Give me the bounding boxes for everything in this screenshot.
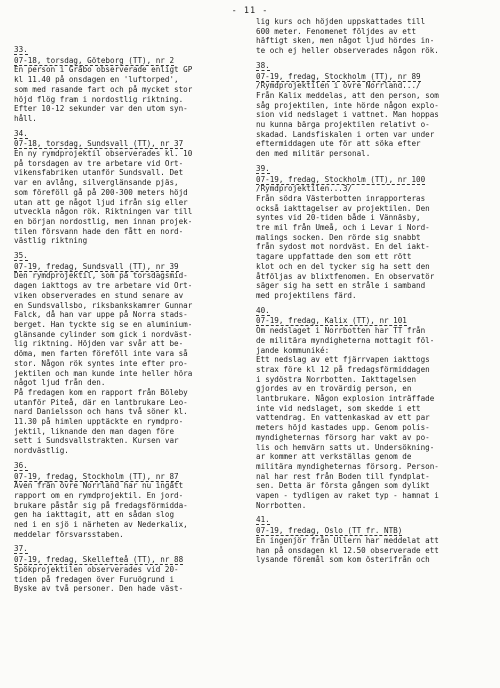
entry-text-line: På fredagen kom en rapport från Böleby	[14, 387, 188, 397]
entry-text-line: dagen iakttogs av tre arbetare vid Ort-	[14, 281, 193, 291]
entry-text-line: jektil, liknande den man dagen före	[14, 426, 175, 436]
news-entry	[14, 251, 248, 456]
entry-text-line: berget. Han tyckte sig se en aluminium-	[14, 319, 193, 329]
entry-text-line: lysande föremål som kom österifrån och	[256, 555, 430, 565]
entry-dateline: 07-19, fredag, Sundsvall (TT), nr 39	[14, 261, 179, 271]
entry-text-line: /Rymdprojektilen i övre Norrland.../	[256, 81, 421, 91]
entry-text-line: var en avlång, silverglänsande pjäs,	[14, 178, 179, 188]
news-entry	[256, 61, 490, 159]
entry-text-line: En ingenjör från Ullern har meddelat att	[256, 535, 439, 545]
entry-dateline: 07-19, fredag, Stockholm (TT), nr 100	[256, 174, 426, 184]
news-entry	[256, 515, 490, 565]
entry-text-line: säger sig ha sett en stråle i samband	[256, 281, 426, 291]
entry-text-line: gjordes av en trovärdig person, en	[256, 384, 412, 394]
entry-text-line: En person i Gråbo observerade enligt GP	[14, 65, 193, 75]
entry-number: 33.	[14, 45, 28, 54]
news-entry	[256, 164, 490, 301]
entry-text-line: de militära myndigheterna mottagit föl-	[256, 335, 435, 345]
entry-text-line: häftigt sken, men något ljud hördes in-	[256, 36, 435, 46]
entry-text-line: Spökprojektilen observerades vid 20-	[14, 564, 179, 574]
entry-text-line: Norrbotten.	[256, 500, 307, 510]
entry-text-line: myndigheternas försorg har vakt av po-	[256, 432, 430, 442]
entry-text-line: tiden på fredagen över Furuögrund i	[14, 574, 175, 584]
entry-text-line: lig kurs och höjden uppskattades till	[256, 17, 426, 26]
entry-text-line: en Sundsvallsbo, riksbankskamrer Gunnar	[14, 300, 193, 310]
entry-text-line: på torsdagen av tre arbetare vid Ort-	[14, 158, 184, 168]
entry-text-line: lantbrukare. Någon explosion inträffade	[256, 394, 435, 404]
entry-text-line: utan att ge något ljud ifrån sig eller	[14, 197, 188, 207]
entry-text-line: syntes vid 20-tiden både i Vännäsby,	[256, 213, 421, 223]
entry-text-line: stor. Någon rök syntes inte efter pro-	[14, 358, 188, 368]
entry-text-line: Den rymdprojektil, som på torsdagsmid-	[14, 271, 188, 281]
left-column	[14, 40, 248, 594]
entry-text-line: 11.30 på himlen upptäckte en rymdpro-	[14, 417, 184, 427]
entry-text-line: utveckla någon rök. Riktningen var till	[14, 207, 193, 217]
entry-text-line: nordvästlig.	[14, 446, 69, 456]
entry-text-line: i sydöstra Norrbotten. Iakttagelsen	[256, 374, 417, 384]
entry-text-line: Från Kalix meddelas, att den person, som	[256, 90, 439, 100]
entry-text-line: meters höjd kastades upp. Genom polis-	[256, 423, 430, 433]
entry-text-line: ned i en sjö i närheten av Nederkalix,	[14, 520, 188, 530]
entry-dateline: 07-19, fredag, Skellefteå (TT), nr 88	[14, 555, 184, 565]
entry-number: 39.	[256, 163, 270, 173]
entry-text-line: han på onsdagen kl 12.50 observerade ett	[256, 545, 439, 555]
news-entry	[14, 461, 248, 540]
entry-text-line: Efter 10-12 sekunder var den utom syn-	[14, 104, 188, 114]
entry-text-line: malings socken. Den rörde sig snabbt	[256, 232, 421, 242]
entry-text-line: viken observerades en stund senare av	[14, 290, 184, 300]
entry-text-line: gen ha iakttagit, att en sådan slog	[14, 510, 175, 520]
entry-text-line: såg projektilen, inte hörde någon explo-	[256, 100, 439, 110]
entry-dateline: 07-18, torsdag, Göteborg (TT), nr 2	[14, 55, 175, 65]
entry-text-line: kl 11.40 på onsdagen en 'luftorped',	[14, 75, 179, 85]
entry-text-line: sen. Detta är första gången som dylikt	[256, 481, 430, 491]
entry-text-line: som med rasande fart och på mycket stor	[14, 84, 193, 94]
entry-text-line: sion vid nedslaget i vattnet. Man hoppas	[256, 110, 439, 120]
entry-text-line: Från södra Västerbotten inrapporteras	[256, 193, 426, 203]
entry-number: 41.	[256, 515, 270, 525]
entry-text-line: med projektilens färd.	[256, 290, 357, 300]
entry-text-line: vapen - tydligen av raket typ - hamnat i	[256, 491, 439, 501]
entry-text-line: rapport om en rymdprojektil. En jord-	[14, 490, 184, 500]
entry-text-line: tre mil från Umeå, och i Levar i Nord-	[256, 223, 430, 233]
entry-text-line: sett i Sundsvallstrakten. Kursen var	[14, 436, 179, 446]
entry-text-line: inte vid nedslaget, som skedde i ett	[256, 403, 421, 413]
entry-text-line: Om nedslaget i Norrbotten har TT från	[256, 326, 426, 336]
entry-text-line: En ny rymdprojektil observerades kl. 10	[14, 149, 193, 159]
entry-text-line: lis och hemvärn satts ut. Undersökning-	[256, 442, 435, 452]
entry-text-line: skadad. Landsfiskalen i orten var under	[256, 129, 435, 139]
entry-text-line: Byske av två personer. Den hade väst-	[14, 584, 184, 594]
entry-text-line: tilen försvann hade den fått en nord-	[14, 226, 184, 236]
entry-text-line: jektilen och man kunde inte heller höra	[14, 368, 193, 378]
entry-text-line: klot och en del tycker sig ha sett den	[256, 261, 430, 271]
entry-text-line: något ljud från den.	[14, 378, 106, 388]
entry-text-line: strax före kl 12 på fredagsförmiddagen	[256, 364, 430, 374]
entry-text-line: som föreföll gå på 200-300 meters höjd	[14, 187, 188, 197]
entry-text-line: meddelar försvarsstaben.	[14, 529, 124, 539]
entry-number: 38.	[256, 60, 270, 70]
entry-text-line: utanför Piteå, där en lantbrukare Leo-	[14, 397, 188, 407]
entry-text-line: militära myndigheternas försorg. Person-	[256, 461, 439, 471]
entry-text-line: från sydost mot nordväst. En del iakt-	[256, 242, 430, 252]
entry-number: 34.	[14, 128, 28, 138]
page-number: - 11 -	[231, 6, 269, 16]
entry-text-line: höjd flög fram i nordostlig riktning.	[14, 94, 184, 104]
news-entry	[14, 45, 248, 124]
news-entry	[256, 306, 490, 511]
entry-number: 37.	[14, 544, 28, 554]
entry-text-line: vattendrag. En vattenkaskad av ett par	[256, 413, 430, 423]
entry-text-line: åtföljas av blixtfenomen. En observatör	[256, 271, 435, 281]
entry-text-line: en början nordostlig, men innan projek-	[14, 216, 193, 226]
entry-text-line: brukare påstår sig på fredagsförmidda-	[14, 500, 188, 510]
entry-dateline: 07-19, fredag, Stockholm (TT), nr 87	[14, 471, 179, 481]
entry-number: 36.	[14, 460, 28, 470]
entry-text-line: /Rymdprojektilen...3/	[256, 184, 353, 194]
entry-text-line: Även från övre Norrland har nu ingått	[14, 481, 184, 491]
entry-dateline: 07-18, torsdag, Sundsvall (TT), nr 37	[14, 139, 184, 149]
entry-text-line: lig riktning. Höjden var svår att be-	[14, 339, 184, 349]
entry-text-line: te och ej heller observerades någon rök.	[256, 46, 439, 56]
entry-text-line: nard Danielsson och hans två söner kl.	[14, 407, 188, 417]
entry-text-line: nal har rest från Boden till fyndplat-	[256, 471, 430, 481]
entry-text-line: vikensfabriken utanför Sundsvall. Det	[14, 168, 184, 178]
entry-text-line: döma, men farten föreföll inte vara så	[14, 349, 188, 359]
entry-text-line: den med militär personal.	[256, 149, 371, 159]
entry-text-line: ar kommer att verkställas genom de	[256, 452, 412, 462]
entry-dateline: 07-19, fredag, Stockholm (TT), nr 89	[256, 71, 421, 81]
entry-dateline: 07-19, fredag, Kalix (TT), nr 101	[256, 316, 407, 326]
entry-text-line: Falck, då han var uppe på Norra stads-	[14, 310, 188, 320]
entry-dateline: 07-19, fredag, Oslo (TT fr. NTB)	[256, 526, 403, 536]
right-column	[256, 17, 490, 565]
entry-text-line: också iakttagelser av projektilen. Den	[256, 203, 430, 213]
entry-text-line: 600 meter. Fenomenet följdes av ett	[256, 26, 417, 36]
news-entry	[14, 129, 248, 246]
entry-text-line: glänsande cylinder som gick i nordväst-	[14, 329, 193, 339]
entry-number: 40.	[256, 305, 270, 315]
news-entry	[256, 17, 490, 56]
entry-text-line: nu kunna bärga projektilen relativt o-	[256, 120, 430, 130]
entry-text-line: håll.	[14, 113, 37, 123]
entry-number: 35.	[14, 251, 28, 261]
entry-text-line: tagare uppfattade den som ett rött	[256, 252, 412, 262]
entry-text-line: Ett nedslag av ett fjärrvapen iakttogs	[256, 355, 430, 365]
entry-text-line: eftermiddagen ute för att söka efter	[256, 139, 421, 149]
news-entry	[14, 544, 248, 594]
entry-text-line: jande kommuniké:	[256, 345, 330, 355]
entry-text-line: västlig riktning	[14, 236, 88, 246]
